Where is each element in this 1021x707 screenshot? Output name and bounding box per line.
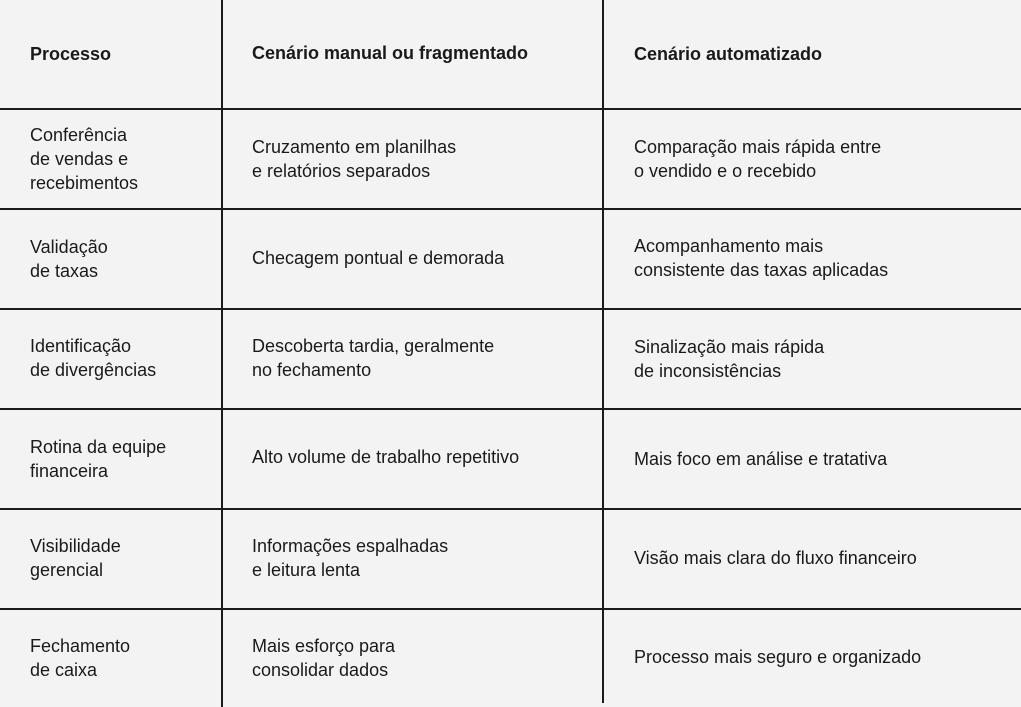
table-cell: Alto volume de trabalho repetitivo [252,447,520,467]
header-cenario-manual: Cenário manual ou fragmentado [252,43,529,63]
table-cell: Fechamento de caixa [30,636,131,680]
table-cell: Mais foco em análise e tratativa [634,449,888,469]
table-cell: Visibilidade gerencial [30,536,121,580]
table-cell: Rotina da equipe financeira [30,437,167,481]
header-cenario-automatizado: Cenário automatizado [634,44,823,64]
table-cell: Checagem pontual e demorada [252,248,505,268]
table-cell: Mais esforço para consolidar dados [252,636,396,680]
table-cell: Cruzamento em planilhas e relatórios separados [252,137,457,181]
table-cell: Acompanhamento mais consistente das taxas aplicadas [634,236,889,280]
table-cell: Validação de taxas [30,237,108,281]
table-cell: Conferência de vendas e recebimentos [30,125,139,193]
table-cell: Visão mais clara do fluxo financeiro [634,548,917,568]
table-cell: Sinalização mais rápida de inconsistências [634,337,825,381]
header-processo: Processo [30,44,112,64]
table-cell: Descoberta tardia, geralmente no fechamento [252,336,495,380]
table-cell: Processo mais seguro e organizado [634,647,922,667]
table-cell: Comparação mais rápida entre o vendido e o recebido [634,137,882,181]
table-cell: Informações espalhadas e leitura lenta [252,536,449,580]
table-cell: Identificação de divergências [30,336,157,380]
column-divider [602,0,604,703]
column-divider [221,0,223,707]
